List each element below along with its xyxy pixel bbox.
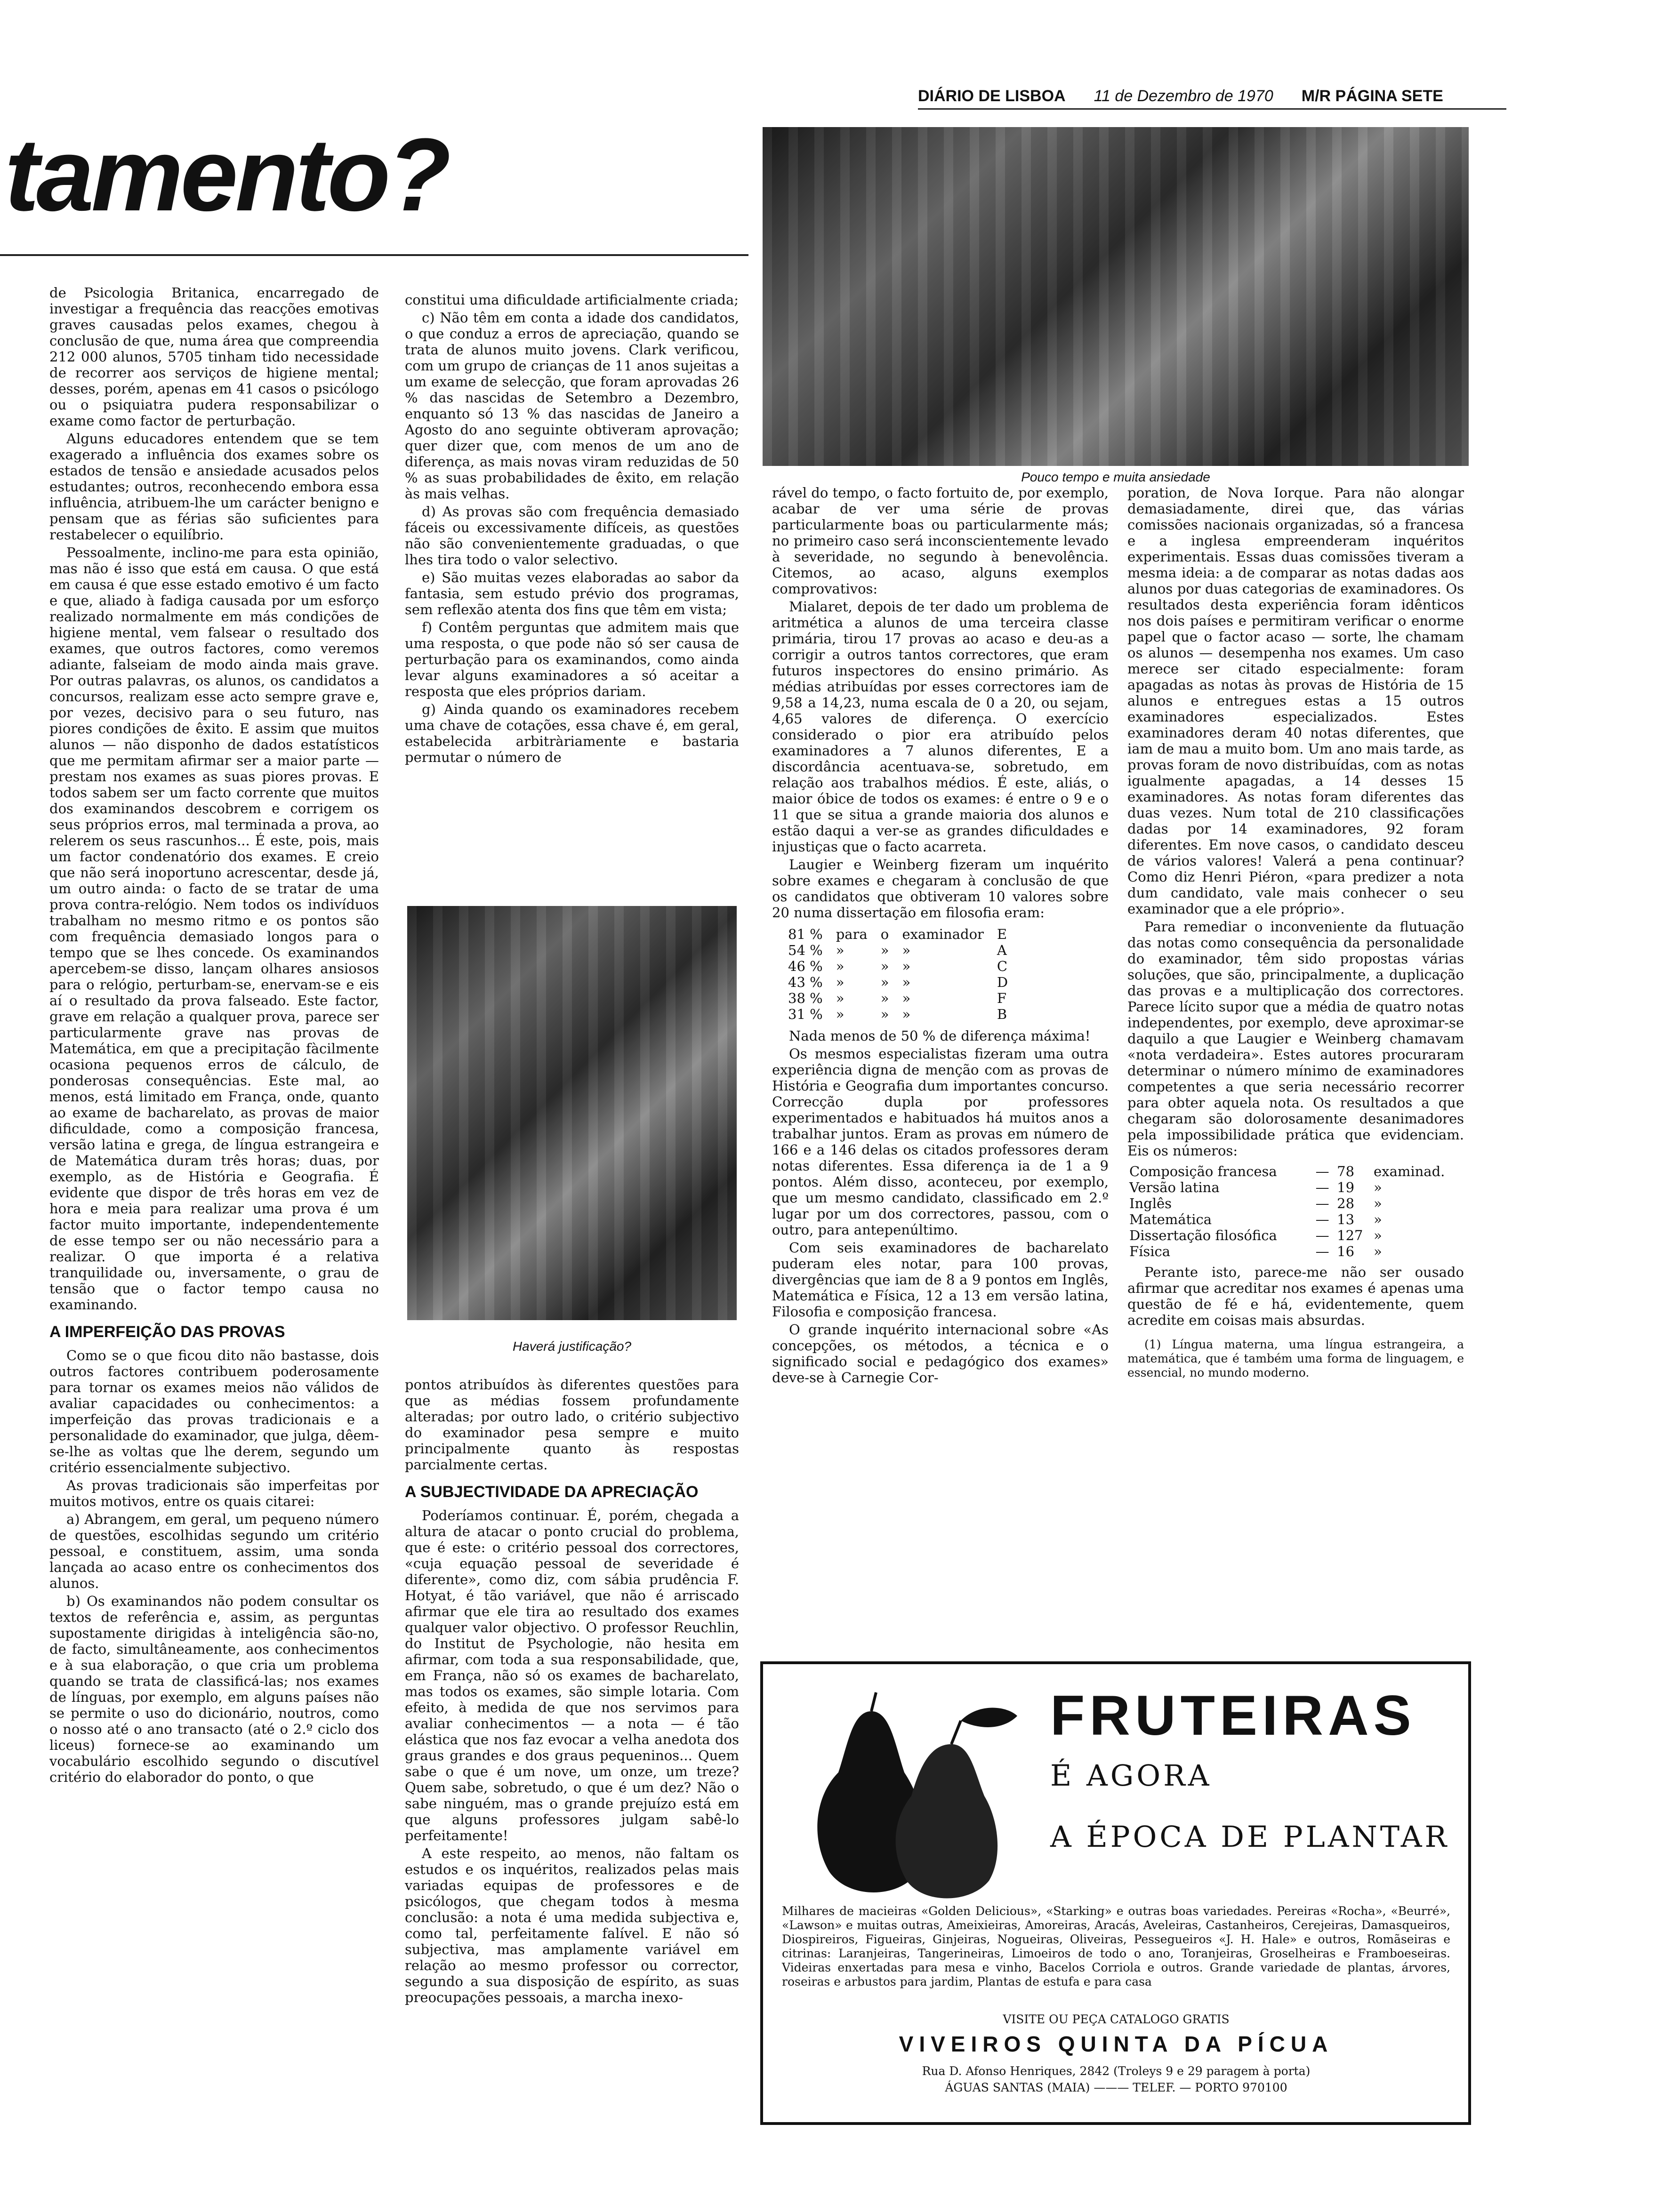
paragraph: Alguns educadores entendem que se tem exagerado a influência dos exames sobre os estados de tensão e ansiedade acusados pelos estudantes; outros, reconhecendo embora essa influência, atribuem-lhe um carácter benigno e pensam que as férias são suficientes para restabelecer o equilíbrio. (49, 431, 379, 543)
photo-top-caption: Pouco tempo e muita ansiedade (1021, 470, 1210, 484)
ad-body: Milhares de macieiras «Golden Delicious», «Starking» e outras boas variedades. Pereiras «Rocha», «Beurré», «Lawson» e muitas outras, Ameixieiras, Amoreiras, Aracás, Aveleiras, Castanheiros, Cerejeiras, Damasqueiros, Diospireiros, Figueiras, Ginjeiras, Nogueiras, Oliveiras, Pessegueiros «J. H. Hale» e outros, Romãseiras e citrinas: Laranjeiras, Tangerineiras, Limoeiros de todo o ano, Toranjeiras, Groselheiras e Framboeseiras. Videiras enxertadas para mesa e vinho, Bacelos Corriola e outros. Grande variedade de plantas, árvores, roseiras e arbustos para jardim, Plantas de estufa e para casa (782, 1904, 1450, 1988)
ad-line2: A ÉPOCA DE PLANTAR (1050, 1819, 1450, 1854)
column-2 (405, 292, 739, 767)
table-row: 81 % para o examinador E (788, 926, 1007, 942)
paragraph: rável do tempo, o facto fortuito de, por exemplo, acabar de ver uma série de provas particularmente boas ou particularmente más; no primeiro caso será inconscientemente levado à severidade, no segundo à benevolência. Citemos, ao acaso, alguns exemplos comprovativos: (772, 485, 1109, 597)
paragraph: pontos atribuídos às diferentes questões para que as médias fossem profundamente alteradas; por outro lado, o critério subjectivo do examinador pesa sempre e muito principalmente quanto às respostas parcialmente certas. (405, 1377, 739, 1473)
page-number: M/R PÁGINA SETE (1301, 87, 1443, 105)
examiners-table (1127, 1163, 1464, 1259)
footnote: (1) Língua materna, uma língua estrangeira, a matemática, que é também uma forma de linguagem, e essencial, no mundo moderno. (1127, 1338, 1464, 1379)
paragraph: Nada menos de 50 % de diferença máxima! (789, 1028, 1091, 1044)
column-3 (772, 485, 1109, 1387)
newspaper-name: DIÁRIO DE LISBOA (918, 87, 1066, 105)
paragraph: Os mesmos especialistas fizeram uma outra experiência digna de menção com as provas de História e Geografia dum importantes concurso. Correcção dupla por professores experimentados e habituados há muitos anos a trabalhar juntos. Eram as provas em número de 166 e a 146 delas os citados professores deram notas diferentes. Essa diferença ia de 1 a 9 pontos. Além disso, aconteceu, por exemplo, que um mesmo candidato, classificado em 2.º lugar por um dos correctores, passou, com o outro, para antepenúltimo. (772, 1046, 1109, 1238)
headline-underline (0, 254, 748, 256)
paragraph: Com seis examinadores de bacharelato puderam eles notar, para 100 provas, divergências que iam de 8 a 9 pontos em Inglês, Matemática e Física, 12 a 13 em versão latina, Filosofia e composição francesa. (772, 1240, 1109, 1320)
ad-city: ÁGUAS SANTAS (MAIA) ——— TELEF. — PORTO 970100 (945, 2081, 1287, 2094)
photo-young-men (407, 906, 737, 1320)
table-row: Versão latina — 19 » (1129, 1179, 1382, 1195)
column-1 (49, 285, 379, 1787)
subheading-imperfeicao: A IMPERFEIÇÃO DAS PROVAS (49, 1323, 285, 1341)
paragraph: e) São muitas vezes elaboradas ao sabor da fantasia, sem estudo prévio dos programas, sem reflexão atenta dos fins que têm em vista; (405, 569, 739, 617)
paragraph: Perante isto, parece-me não ser ousado afirmar que acreditar nos exames é apenas uma questão de fé e há, evidentemente, quem acredite em coisas mais absurdas. (1127, 1264, 1464, 1328)
paragraph: A este respeito, ao menos, não faltam os estudos e os inquéritos, realizados pelas mais variadas equipas de professores e de psicólogos, que chegam todos à mesma conclusão: a nota é uma medida subjectiva e, como tal, perfeitamente falível. E não só subjectiva, mas amplamente variável em relação ao mesmo professor ou corrector, segundo a sua disposição de espírito, as suas preocupações pessoais, a marcha inexo- (405, 1845, 739, 2005)
paragraph: Pessoalmente, inclino-me para esta opinião, mas não é isso que está em causa. O que está em causa é que esse estado emotivo é um facto e que, aliado à fadiga causada por um esforço realizado normalmente em más condições de higiene mental, vem falsear o resultado dos exames, que outros factores, como veremos adiante, falseiam de modo ainda mais grave. Por outras palavras, os alunos, os candidatos a concursos, realizam esse acto sempre grave e, por vezes, decisivo para o seu futuro, nas piores condições de êxito. E assim que muitos alunos — não disponho de dados estatísticos que me permitam afirmar ser a maior parte — prestam nos exames as suas piores provas. E todos sabem ser um facto corrente que muitos dos examinandos descobrem e corrigem os seus próprios erros, mal terminada a prova, ao relerem os seus rascunhos... É este, pois, mais um factor condenatório dos exames. E creio que não será inoportuno acrescentar, desde já, um outro ainda: o facto de se tratar de uma prova contra-relógio. Nem todos os indivíduos trabalham no mesmo ritmo e os pontos são com frequência demasiado longos para o tempo que se lhes concede. Os examinandos apercebem-se disso, lançam olhares ansiosos para o relógio, perturbam-se, enervam-se e eis aí o resultado da prova falseado. Este factor, grave em relação a qualquer prova, parece ser particularmente grave nas provas de Matemática, em que a precipitação fàcilmente ocasiona pequenos erros de cálculo, de ponderosas consequências. Este mal, ao menos, está limitado em França, onde, quanto ao exame de bacharelato, as provas de maior dificuldade, como a composição francesa, versão latina e grega, de língua estrangeira e de Matemática duram três horas; duas, por exemplo, as de História e Geografia. É evidente que dispor de três horas em vez de hora e meia para realizar uma prova é um factor muito importante, independentemente de esse tempo ser ou não necessário para a realizar. O que importa é a relativa tranquilidade ou, inversamente, o grau de tensão que o factor tempo causa no examinando. (49, 545, 379, 1313)
paragraph: g) Ainda quando os examinadores recebem uma chave de cotações, essa chave é, em geral, estabelecida arbitràriamente e bastaria permutar o número de (405, 701, 739, 765)
paragraph: poration, de Nova Iorque. Para não alongar demasiadamente, direi que, das várias comissões nacionais organizadas, só a francesa e a inglesa empreenderam inquéritos experimentais. Essas duas comissões tiveram a mesma ideia: a de comparar as notas dadas aos alunos por duas categorias de examinadores. Os resultados desta experiência foram idênticos nos dois países e permitiram verificar o enorme papel que o factor acaso — sorte, lhe chamam os alunos — desempenha nos exames. Um caso merece ser citado especialmente: foram apagadas as notas às provas de História de 15 alunos e entregues estas a 15 outros examinadores especializados. Estes examinadores deram 40 notas diferentes, que iam de mau a muito bom. Um ano mais tarde, as provas foram de novo distribuídas, com as notas igualmente apagadas, a 14 desses 15 examinadores. As notas foram diferentes das duas vezes. Num total de 210 classificações dadas por 14 examinadores, 92 foram diferentes. Em nove casos, o candidato desceu de vários valores! Valerá a pena continuar? Como diz Henri Piéron, «para predizer a nota dum candidato, vale mais conhecer o seu examinador que a ele próprio». (1127, 485, 1464, 917)
paragraph: de Psicologia Britanica, encarregado de investigar a frequência das reacções emotivas graves causadas pelos exames, chegou à conclusão de que, numa área que compreendia 212 000 alunos, 5705 tinham tido necessidade de recorrer aos serviços de higiene mental; desses, porém, apenas em 41 casos o psicólogo ou o psiquiatra pudera responsabilizar o exame como factor de perturbação. (49, 285, 379, 429)
paragraph: O grande inquérito internacional sobre «As concepções, os métodos, a técnica e o significado social e pedagógico dos exames» deve-se à Carnegie Cor- (772, 1322, 1109, 1386)
subheading-subjectividade: A SUBJECTIVIDADE DA APRECIAÇÃO (405, 1483, 699, 1501)
table-row: 46 % » » » C (788, 958, 1008, 974)
issue-date: 11 de Dezembro de 1970 (1094, 87, 1273, 105)
paragraph: Como se o que ficou dito não bastasse, dois outros factores contribuem poderosamente para tornar os exames meios não válidos de avaliar capacidades ou conhecimentos: a imperfeição das provas tradicionais e a personalidade do examinador, que julga, dêem-se-lhe as voltas que lhe derem, segundo um critério essencialmente subjectivo. (49, 1347, 379, 1475)
paragraph: a) Abrangem, em geral, um pequeno número de questões, escolhidas segundo um critério pessoal, e constituem, assim, uma sonda lançada ao acaso entre os conhecimentos dos alunos. (49, 1511, 379, 1591)
ad-catalog: VISITE OU PEÇA CATALOGO GRATIS (1003, 2012, 1230, 2026)
table-row: 43 % » » » D (788, 974, 1008, 990)
table-row: Matemática — 13 » (1129, 1211, 1382, 1227)
paragraph: constitui uma dificuldade artificialmente criada; (405, 292, 739, 308)
advertisement-fruteiras (760, 1661, 1471, 2125)
paragraph: f) Contêm perguntas que admitem mais que uma resposta, o que pode não só ser causa de perturbação para os examinandos, como ainda levar alguns examinadores a só aceitar a resposta que eles próprios dariam. (405, 619, 739, 699)
table-row: 54 % » » » A (788, 942, 1007, 958)
page-header (918, 87, 1506, 110)
headline: tamento? (5, 117, 448, 232)
table-row: Composição francesa — 78 examinad. (1129, 1163, 1445, 1179)
paragraph: Mialaret, depois de ter dado um problema de aritmética a alunos de uma terceira classe primária, tirou 17 provas ao acaso e deu-as a corrigir a outros tantos correctores, que eram futuros inspectores do ensino primário. As médias atribuídas por esses correctores iam de 9,58 a 14,23, numa escala de 0 a 20, ou sejam, 4,65 valores de diferença. O exercício considerado o pior era atribuído pelos examinadores a 7 alunos diferentes, E a discordância acentuava-se, sobretudo, em relação aos trabalhos médios. É este, aliás, o maior óbice de todos os exames: é entre o 9 e o 11 que se situa a grande maioria dos alunos e estão daqui a ver-se as grandes dificuldades e injustiças que o facto acarreta. (772, 599, 1109, 855)
photo-mid-caption: Haverá justificação? (512, 1339, 632, 1354)
ad-line1: É AGORA (1050, 1758, 1212, 1793)
column-2-continued (405, 1377, 739, 2007)
ad-company: VIVEIROS QUINTA DA PÍCUA (899, 2032, 1334, 2056)
paragraph: Poderíamos continuar. É, porém, chegada a altura de atacar o ponto crucial do problema, que é este: o critério pessoal dos correctores, «cuja equação pessoal de severidade é diferente», como diz, com sábia prudência F. Hotyat, é tão variável, que não é arriscado afirmar que ele tira ao resultado dos exames qualquer valor objectivo. O professor Reuchlin, do Institut de Psychologie, não hesita em afirmar, com toda a sua responsabilidade, que, em França, não só os exames de bacharelato, mas todos os exames, são simple lotaria. Com efeito, à medida de que nos servimos para avaliar conhecimentos — a nota — é tão elástica que nos faz evocar a velha anedota dos graus grandes e dos graus pequeninos... Quem sabe o que é um nove, um onze, um treze? Quem sabe, sobretudo, o que é um dez? Não o sabe ninguém, mas o grande prejuízo está em que alguns professores julgam sabê-lo perfeitamente! (405, 1507, 739, 1843)
ad-address: Rua D. Afonso Henriques, 2842 (Troleys 9 e 29 paragem à porta) (922, 2064, 1311, 2078)
pears-illustration-icon (782, 1683, 1046, 1904)
table-row: 38 % » » » F (788, 990, 1007, 1006)
grades-table (781, 926, 1014, 1022)
paragraph: Para remediar o inconveniente da flutuação das notas como consequência da personalidade do examinador, têm sido propostas várias soluções, que são, principalmente, a duplicação das provas e a multiplicação dos correctores. Parece lícito supor que a média de quatro notas independentes, por exemplo, deve aproximar-se daquilo a que Laugier e Weinberg chamavam «nota verdadeira». Estes autores procuraram determinar o número mínimo de examinadores competentes a que seria necessário recorrer para obter aquela nota. Os resultados a que chegaram são dolorosamente desanimadores pela impossibilidade prática que evidenciam. Eis os números: (1127, 919, 1464, 1159)
paragraph: c) Não têm em conta a idade dos candidatos, o que conduz a erros de apreciação, quando se trata de alunos muito jovens. Clark verificou, com um grupo de crianças de 11 anos sujeitas a um exame de selecção, que foram aprovadas 26 % das nascidas de Setembro a Dezembro, enquanto só 13 % das nascidas de Janeiro a Agosto do ano seguinte obtiveram aprovação; quer dizer que, com menos de um ano de diferença, as mais novas viram reduzidas de 50 % as suas probabilidades de êxito, em relação às mais velhas. (405, 310, 739, 502)
table-row: Dissertação filosófica — 127 » (1129, 1227, 1382, 1243)
table-row: 31 % » » » B (788, 1006, 1007, 1022)
column-4 (1127, 485, 1464, 1382)
paragraph: d) As provas são com frequência demasiado fáceis ou excessivamente difíceis, as questões não são convenientemente graduadas, o que lhes tira todo o valor selectivo. (405, 504, 739, 568)
table-row: Inglês — 28 » (1129, 1195, 1382, 1211)
photo-students-exam (763, 127, 1469, 466)
paragraph: Laugier e Weinberg fizeram um inquérito sobre exames e chegaram à conclusão de que os candidatos que obtiveram 10 valores sobre 20 numa dissertação em filosofia eram: (772, 857, 1109, 921)
paragraph: As provas tradicionais são imperfeitas por muitos motivos, entre os quais citarei: (49, 1477, 379, 1509)
table-row: Física — 16 » (1129, 1243, 1382, 1259)
ad-title: FRUTEIRAS (1050, 1684, 1416, 1747)
paragraph: b) Os examinandos não podem consultar os textos de referência e, assim, as perguntas supostamente dirigidas à inteligência são-no, de facto, simultâneamente, aos conhecimentos e à sua elaboração, o que cria um problema quando se trata de classificá-las; nos exames de línguas, por exemplo, em alguns países não se permite o uso do dicionário, noutros, como o nosso até o ano transacto (até o 2.º ciclo dos liceus) fornece-se ao examinando um vocabulário escolhido segundo o discutível critério do elaborador do ponto, o que (49, 1593, 379, 1785)
